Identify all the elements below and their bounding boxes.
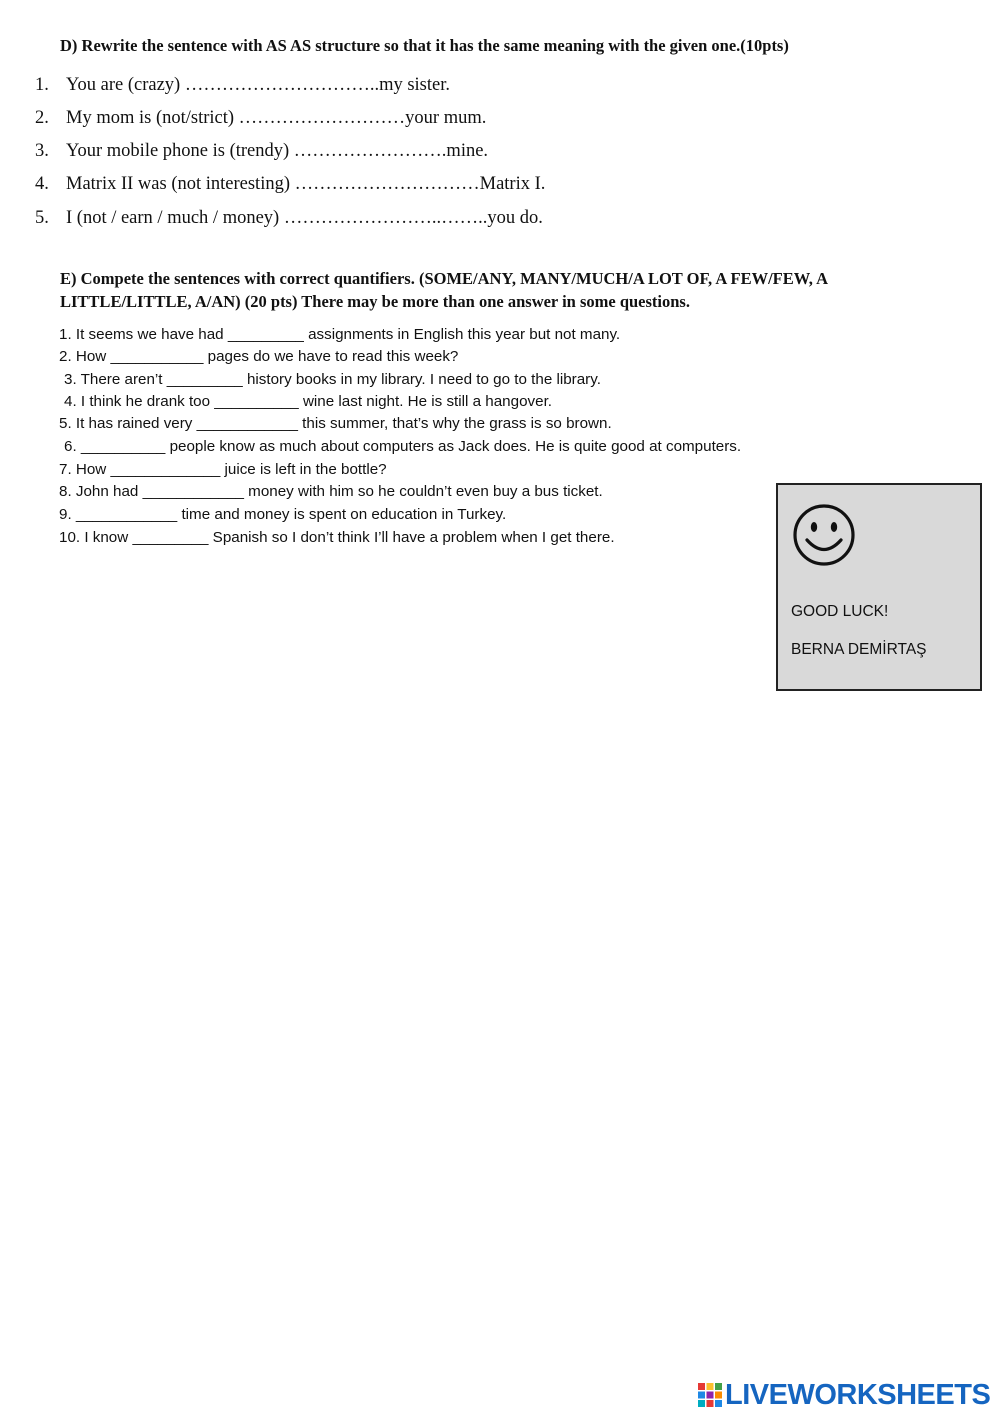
author-name: BERNA DEMİRTAŞ bbox=[791, 641, 927, 658]
section-e-item: 2. How ___________ pages do we have to read this week? bbox=[59, 348, 459, 365]
item-text: Your mobile phone is (trendy) …………………….mine. bbox=[66, 141, 489, 161]
liveworksheets-logo-icon bbox=[697, 1382, 723, 1408]
section-e-item: 6. __________ people know as much about computers as Jack does. He is quite good at computers. bbox=[64, 438, 742, 455]
item-number: 2. bbox=[35, 108, 49, 128]
smiley-face-icon bbox=[792, 503, 856, 567]
section-e-item: 10. I know _________ Spanish so I don’t think I’ll have a problem when I get there. bbox=[59, 529, 615, 546]
section-e-item: 7. How _____________ juice is left in the bottle? bbox=[59, 461, 387, 478]
item-number: 4. bbox=[35, 174, 49, 194]
section-d-item bbox=[35, 174, 545, 195]
item-number: 5. bbox=[35, 208, 49, 228]
item-text: Matrix II was (not interesting) …………………………Matrix I. bbox=[66, 174, 546, 194]
section-d-item bbox=[35, 141, 488, 162]
section-d-heading: D) Rewrite the sentence with AS AS structure so that it has the same meaning with the given one.(10pts) bbox=[60, 36, 789, 55]
liveworksheets-brand bbox=[697, 1379, 990, 1411]
good-luck-box bbox=[776, 483, 982, 691]
section-e-heading: E) Compete the sentences with correct quantifiers. (SOME/ANY, MANY/MUCH/A LOT OF, A FEW/FEW, A LITTLE/LITTLE, A/AN) (20 pts) There may be more than one answer in some questions. bbox=[60, 269, 828, 311]
item-text: I (not / earn / much / money) ……………………..……..you do. bbox=[66, 208, 543, 228]
section-d-item bbox=[35, 208, 543, 229]
liveworksheets-wordmark: LIVEWORKSHEETS bbox=[725, 1378, 991, 1411]
section-e-item: 3. There aren’t _________ history books in my library. I need to go to the library. bbox=[64, 371, 601, 388]
section-d-item bbox=[35, 108, 486, 129]
section-e-item: 9. ____________ time and money is spent on education in Turkey. bbox=[59, 506, 507, 523]
item-number: 3. bbox=[35, 141, 49, 161]
section-d-item bbox=[35, 75, 450, 96]
item-text: My mom is (not/strict) ………………………your mum. bbox=[66, 108, 487, 128]
section-e-item: 8. John had ____________ money with him so he couldn’t even buy a bus ticket. bbox=[59, 483, 603, 500]
section-e-item: 4. I think he drank too __________ wine last night. He is still a hangover. bbox=[64, 393, 553, 410]
item-number: 1. bbox=[35, 75, 49, 95]
good-luck-text: GOOD LUCK! bbox=[791, 603, 889, 620]
item-text: You are (crazy) …………………………..my sister. bbox=[66, 75, 451, 95]
section-e-item: 1. It seems we have had _________ assignments in English this year but not many. bbox=[59, 326, 621, 343]
section-e-item: 5. It has rained very ____________ this summer, that’s why the grass is so brown. bbox=[59, 415, 612, 432]
